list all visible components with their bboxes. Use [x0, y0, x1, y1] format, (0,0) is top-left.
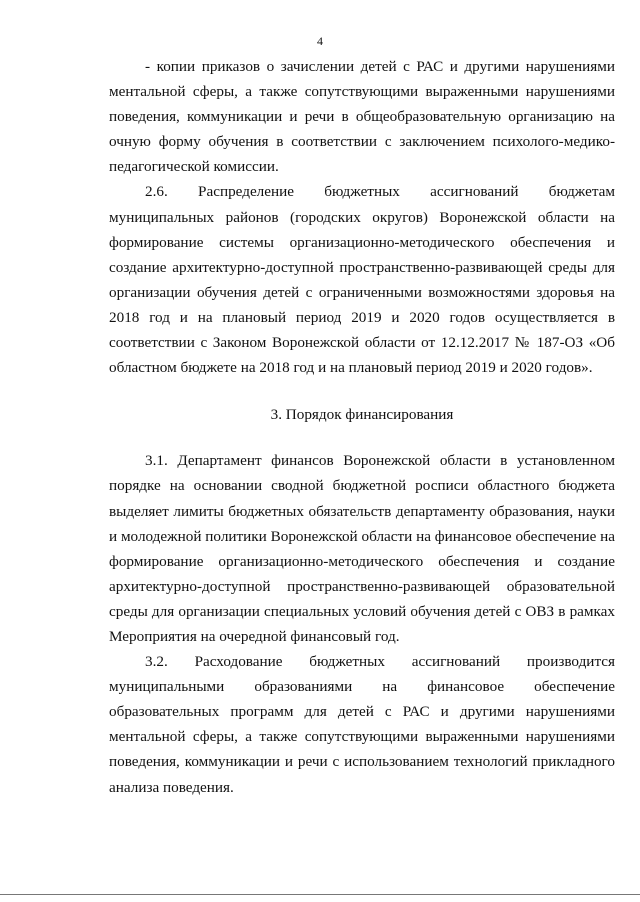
- document-body: [109, 54, 615, 800]
- section-heading-financing-procedure: 3. Порядок финансирования: [270, 406, 454, 424]
- paragraph-3-1: 3.1. Департамент финансов Воронежской области в установленном порядке на основании сводной бюджетной росписи областного бюджета выделяет лимиты бюджетных обязательств департаменту образования, науки и молодежной политики Воронежской области на финансовое обеспечение на формирование организационно-методического обеспечения и создание архитектурно-доступной пространственно-развивающей образовательной среды для организации специальных условий обучения детей с ОВЗ в рамках Мероприятия на очередной финансовый год.: [109, 452, 615, 645]
- paragraph-3-2: 3.2. Расходование бюджетных ассигнований производится муниципальными образованиями на финансовое обеспечение образовательных программ для детей с РАС и другими нарушениями ментальной сферы, а также сопутствующими выраженными нарушениями поведения, коммуникации и речи с использованием технологий прикладного анализа поведения.: [109, 653, 615, 796]
- paragraph-list-item-copies-of-orders: - копии приказов о зачислении детей с РАС и другими нарушениями ментальной сферы, а также сопутствующими выраженными нарушениями поведения, коммуникации и речи в общеобразовательную организацию на очную форму обучения в соответствии с заключением психолого-медико-педагогической комиссии.: [109, 58, 615, 176]
- page-number: 4: [317, 34, 323, 48]
- paragraph-2-6: 2.6. Распределение бюджетных ассигнований бюджетам муниципальных районов (городских округов) Воронежской области на формирование системы организационно-методического обеспечения и создание архитектурно-доступной пространственно-развивающей среды для организации обучения детей с ограниченными возможностями здоровья на 2018 год и на плановый период 2019 и 2020 годов осуществляется в соответствии с Законом Воронежской области от 12.12.2017 № 187-ОЗ «Об областном бюджете на 2018 год и на плановый период 2019 и 2020 годов».: [109, 183, 615, 377]
- page-bottom-divider: [0, 894, 640, 895]
